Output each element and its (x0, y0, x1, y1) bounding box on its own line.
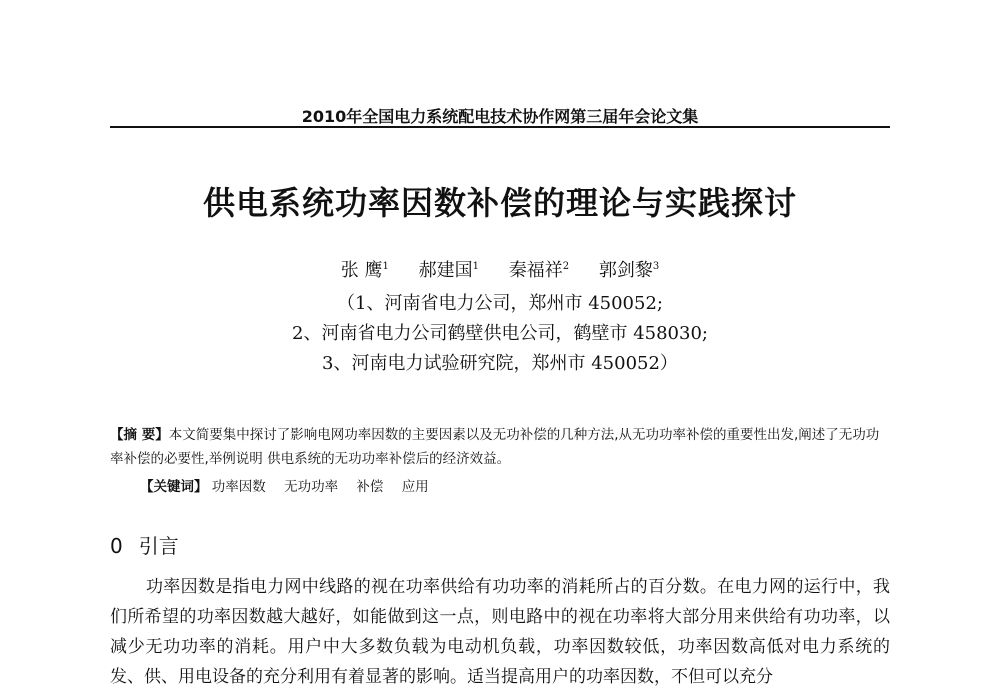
author-affil-mark: 1 (382, 261, 389, 272)
author-name: 张 鹰 (340, 260, 383, 281)
author-list (0, 256, 1000, 282)
section-heading (110, 530, 179, 559)
author-1 (341, 260, 389, 281)
affiliation-2: 2、河南省电力公司鹤壁供电公司，鹤壁市 458030; (292, 323, 708, 344)
keywords (140, 475, 900, 495)
affiliation-1: （1、河南省电力公司，郑州市 450052; (337, 293, 663, 314)
keyword: 无功功率 (284, 479, 339, 495)
abstract (110, 423, 890, 471)
body-paragraph: 功率因数是指电力网中线路的视在功率供给有功功率的消耗所占的百分数。在电力网的运行中，我们所希望的功率因数越大越好，如能做到这一点，则电路中的视在功率将大部分用来供给有功功率，以减少无功功率的消耗。用户中大多数负载为电动机负载，功率因数较低，功率因数高低对电力系统的发、供、用电设备的充分利用有着显著的影响。适当提高用户的功率因数，不但可以充分 (110, 577, 890, 687)
section-title: 引言 (138, 534, 179, 558)
paper-title: 供电系统功率因数补偿的理论与实践探讨 (202, 184, 797, 222)
keyword: 补偿 (356, 479, 384, 495)
affiliation-3: 3、河南电力试验研究院，郑州市 450052） (322, 353, 678, 374)
author-3 (509, 260, 569, 281)
author-affil-mark: 1 (472, 261, 479, 272)
keywords-label: 【关键词】 (140, 479, 208, 495)
abstract-text: 本文简要集中探讨了影响电网功率因数的主要因素以及无功补偿的几种方法,从无功功率补偿的重要性出发,阐述了无功功率补偿的必要性,举例说明 供电系统的无功功率补偿后的经济效益。 (110, 427, 880, 467)
proceedings-header: 2010年全国电力系统配电技术协作网第三届年会论文集 (301, 107, 699, 126)
author-name: 郝建国 (418, 260, 473, 281)
abstract-label: 【摘 要】 (110, 427, 169, 443)
section-number: 0 (110, 534, 123, 558)
author-4 (599, 260, 659, 281)
author-name: 秦福祥 (508, 260, 563, 281)
keyword: 功率因数 (211, 479, 266, 495)
author-2 (419, 260, 479, 281)
header-divider (110, 126, 890, 128)
author-affil-mark: 3 (652, 261, 660, 272)
author-affil-mark: 2 (562, 261, 570, 272)
keyword: 应用 (401, 479, 429, 495)
author-name: 郭剑黎 (598, 260, 653, 281)
